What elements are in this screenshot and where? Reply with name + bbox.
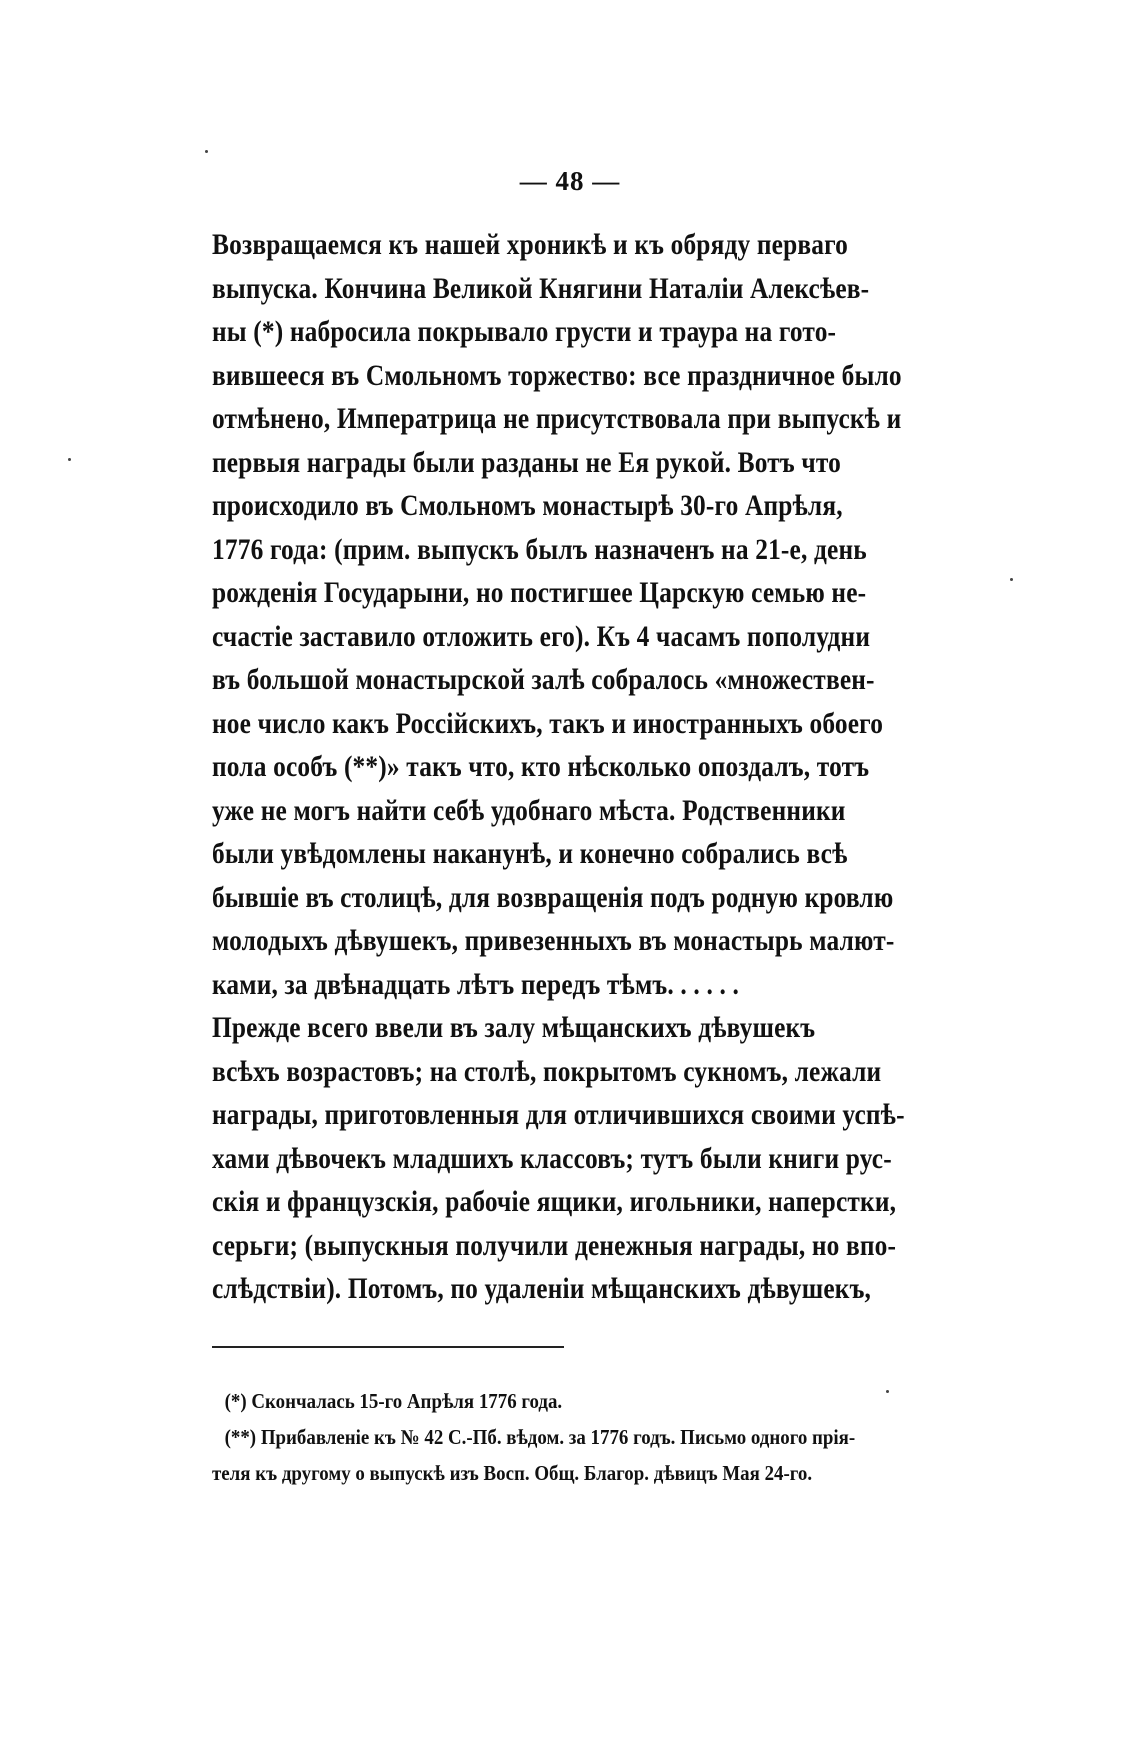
footnote-2-continued: теля къ другому о выпускѣ изъ Восп. Общ. Благор. дѣвицъ Мая 24-го. (212, 1461, 813, 1485)
footnote-rule (212, 1346, 564, 1348)
text-line: всѣхъ возрастовъ; на столѣ, покрытомъ сукномъ, лежали (212, 1055, 882, 1088)
text-line: въ большой монастырской залѣ собралось «множествен- (212, 664, 875, 696)
page-number: — 48 — (519, 166, 621, 196)
text-line: Прежде всего ввели въ залу мѣщанскихъ дѣвушекъ (212, 1012, 816, 1044)
text-line: выпуска. Кончина Великой Княгини Наталіи Алексѣев- (212, 272, 870, 305)
text-line: скія и французскія, рабочіе ящики, игольники, наперстки, (212, 1186, 897, 1218)
paper-speck (68, 458, 71, 461)
text-line: хами дѣвочекъ младшихъ классовъ; тутъ были книги рус- (212, 1142, 892, 1175)
paragraph-1 (212, 224, 942, 1007)
text-line: происходило въ Смольномъ монастырѣ 30-го Апрѣля, (212, 490, 843, 522)
text-line: первыя награды были разданы не Ея рукой. Вотъ что (212, 446, 842, 479)
text-line: вившееся въ Смольномъ торжество: все праздничное было (212, 359, 902, 392)
text-line: серьги; (выпускныя получили денежныя награды, но впо- (212, 1229, 897, 1262)
text-line: рожденія Государыни, но постигшее Царскую семью не- (212, 577, 867, 609)
paragraph-2 (212, 1007, 942, 1312)
text-line: ны (*) набросила покрывало грусти и траура на гото- (212, 316, 837, 348)
text-line: пола особъ (**)» такъ что, кто нѣсколько опоздалъ, тотъ (212, 751, 870, 783)
footnotes (212, 1383, 952, 1491)
paper-speck (205, 150, 208, 153)
text-line: молодыхъ дѣвушекъ, привезенныхъ въ монастырь малют- (212, 925, 895, 957)
footnote-2: (**) Прибавленіе къ № 42 С.-Пб. вѣдом. за 1776 годъ. Письмо одного прія- (224, 1425, 856, 1449)
text-line: награды, приготовленныя для отличившихся своими успѣ- (212, 1099, 905, 1131)
text-line: бывшіе въ столицѣ, для возвращенія подъ родную кровлю (212, 881, 894, 914)
text-line: слѣдствіи). Потомъ, по удаленіи мѣщанскихъ дѣвушекъ, (212, 1273, 872, 1305)
text-line: счастіе заставило отложить его). Къ 4 часамъ пополудни (212, 620, 871, 653)
paper-speck (1010, 578, 1013, 581)
text-line: Возвращаемся къ нашей хроникѣ и къ обряду перваго (212, 229, 849, 261)
text-line: 1776 года: (прим. выпускъ былъ назначенъ на 21-е, день (212, 533, 867, 566)
text-line: ками, за двѣнадцать лѣтъ передъ тѣмъ. . . . . . (212, 968, 740, 1001)
footnote-1: (*) Скончалась 15-го Апрѣля 1776 года. (224, 1389, 563, 1413)
text-line: были увѣдомлены наканунѣ, и конечно собрались всѣ (212, 838, 848, 870)
paper-speck (886, 1390, 889, 1393)
text-line: уже не могъ найти себѣ удобнаго мѣста. Родственники (212, 794, 846, 827)
text-line: ное число какъ Россійскихъ, такъ и иностранныхъ обоего (212, 707, 884, 740)
text-line: отмѣнено, Императрица не присутствовала при выпускѣ и (212, 403, 902, 435)
